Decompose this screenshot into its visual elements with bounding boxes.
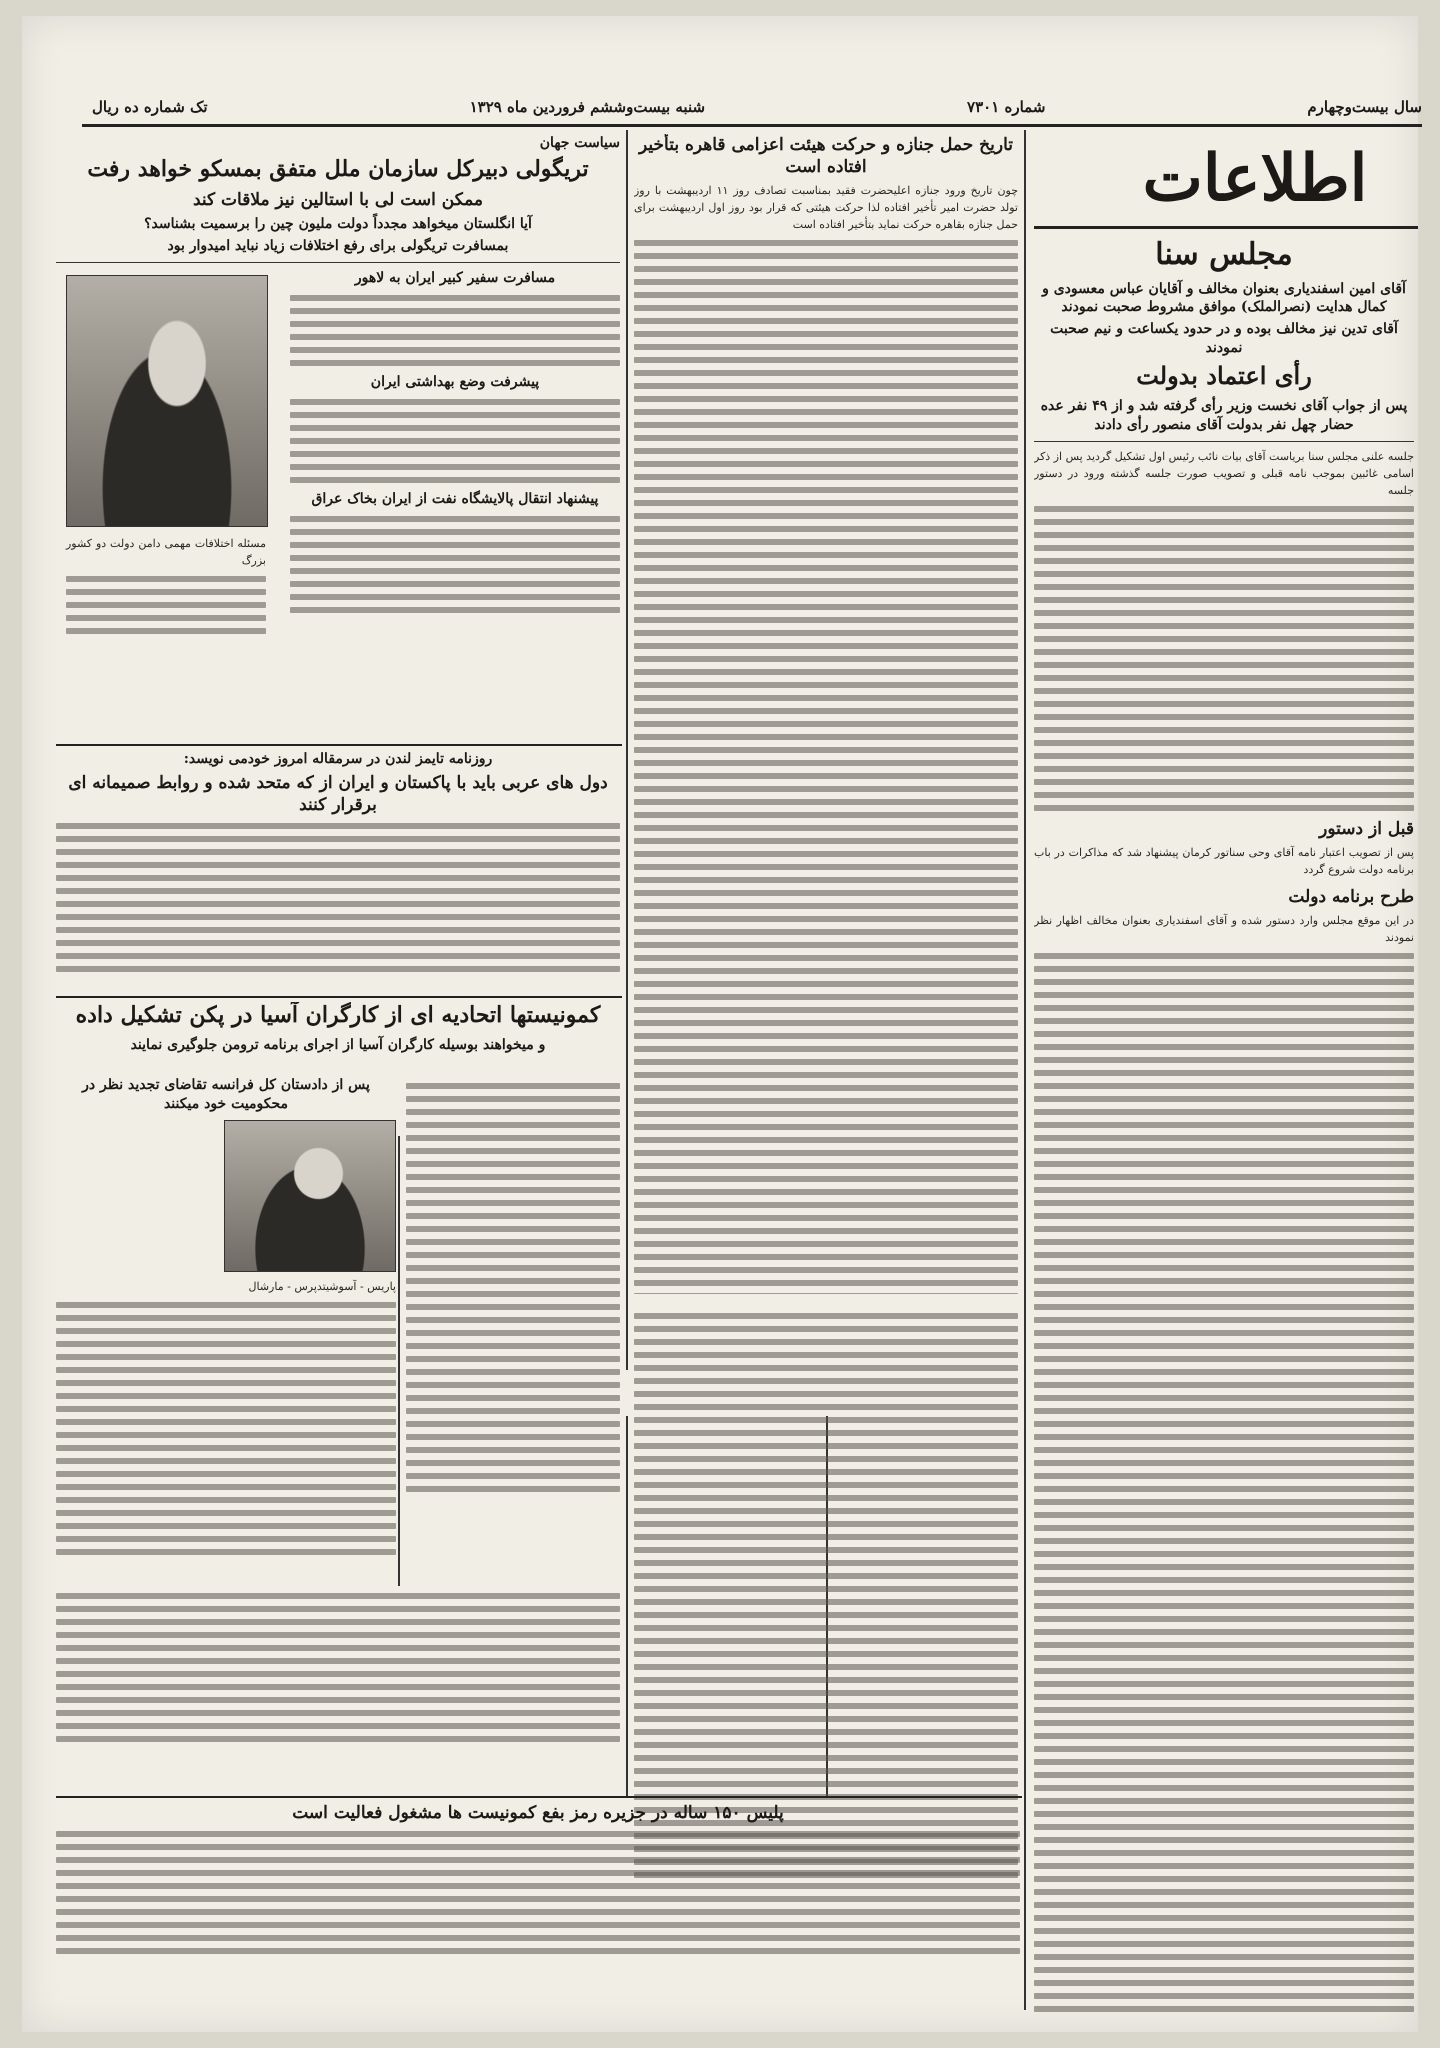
iraq-text-lines (290, 516, 620, 613)
senate-section-heading: طرح برنامه دولت (1288, 887, 1414, 908)
portrait-photo (66, 275, 268, 527)
iraq-headline: پیشنهاد انتقال پالایشگاه نفت از ایران بخاک عراق (311, 491, 599, 508)
senate-subhead-3: پس از جواب آقای نخست وزیر رأی گرفته شد و از ۴۹ نفر عده حضار چهل نفر بدولت آقای منصور رأی دادند (1040, 398, 1408, 433)
logo-rule (1034, 226, 1418, 229)
embassy-text-lines (290, 295, 620, 366)
petain-headline: پس از دادستان کل فرانسه تقاضای تجدید نظر در محکومیت خود میکنند (82, 1077, 370, 1112)
newspaper-page (22, 16, 1422, 2032)
funeral-body: چون تاریخ ورود جنازه اعلیحضرت فقید بمناسبت تصادف روز ۱۱ اردیبهشت با روز تولد حضرت امیر تأخیر افتاده لذا حرکت هیئتی که قرار بود روز اول اردیبهشت برای حمل جنازه بقاهره حرکت نماید بتأخیر افتاده است (634, 184, 1018, 232)
caption-text-lines (66, 576, 266, 634)
newspaper-logo: اطلاعات (1142, 141, 1368, 216)
senate-section-body: پس از تصویب اعتبار نامه آقای وحی سناتور کرمان پیشنهاد شد که مذاکرات در باب برنامه دولت شروع گردد (1034, 846, 1414, 877)
times-headline: دول های عربی باید با پاکستان و ایران از که متحد شده و روابط صمیمانه ای برقرار کنند (68, 772, 608, 815)
senate-subhead-2: آقای تدین نیز مخالف بوده و در حدود یکساعت و نیم صحبت نمودند (1050, 321, 1398, 357)
petain-byline: پاریس - آسوشیتدپرس - مارشال (248, 1279, 396, 1293)
column-rule (1024, 130, 1026, 2010)
masthead-price: تک شماره ده ریال (92, 98, 208, 116)
communist-subhead: و میخواهند بوسیله کارگران آسیا از اجرای برنامه ترومن جلوگیری نمایند (130, 1036, 546, 1053)
communist-headline: کمونیستها اتحادیه ای از کارگران آسیا در پکن تشکیل داده (75, 1002, 601, 1028)
photo-caption: مسئله اختلافات مهمی دامن دولت دو کشور بزرگ (66, 537, 266, 568)
world-politics-section (56, 134, 620, 744)
masthead-issue: شماره ۷۳۰۱ (967, 98, 1046, 116)
island-text-lines (56, 1831, 1020, 1954)
senate-title: مجلس سنا (1155, 237, 1293, 272)
column-rule (626, 130, 628, 1370)
masthead-date: شنبه بیست‌وششم فروردین ماه ۱۳۲۹ (469, 98, 706, 116)
senate-text-lines (1034, 953, 1414, 2016)
lower-left-text (56, 1586, 620, 1786)
embassy-headline: مسافرت سفیر کبیر ایران به لاهور (354, 270, 556, 287)
communist-text-lines (406, 1083, 620, 1492)
health-headline: پیشرفت وضع بهداشتی ایران (370, 374, 540, 391)
masthead-rule (82, 124, 1422, 127)
column-rule (626, 1416, 628, 1796)
senate-headline: رأی اعتماد بدولت (1136, 361, 1312, 391)
section-label: سیاست جهان (539, 135, 620, 151)
senate-text-lines (1034, 506, 1414, 811)
health-text-lines (290, 399, 620, 483)
senate-section-heading: قبل از دستور (1319, 818, 1414, 839)
column-rule (398, 1136, 400, 1586)
world-subhead-1: ممکن است لی با استالین نیز ملاقات کند (192, 190, 484, 211)
world-subhead-3: بمسافرت تریگولی برای رفع اختلافات زیاد نباید امیدوار بود (167, 238, 509, 255)
petain-photo (224, 1120, 396, 1272)
lower-text-lines (634, 1313, 1018, 1878)
world-subhead-2: آیا انگلستان میخواهد مجدداً دولت ملیون چین را برسمیت بشناسد؟ (144, 216, 532, 233)
communist-section (56, 1002, 620, 1066)
petain-text-lines (56, 1302, 396, 1555)
lower-text-lines (56, 1593, 620, 1742)
funeral-column (634, 134, 1018, 1294)
world-headline: تریگولی دبیرکل سازمان ملل متفق بمسکو خواهد رفت (87, 155, 589, 182)
masthead-year: سال بیست‌وچهارم (1307, 98, 1422, 116)
times-section (56, 750, 620, 990)
funeral-text-lines (634, 240, 1018, 1294)
times-intro: روزنامه تایمز لندن در سرمقاله امروز خودمی نویسد: (183, 751, 493, 767)
communist-body (406, 1076, 620, 1576)
senate-body: جلسه علنی مجلس سنا بریاست آقای بیات نائب رئیس اول تشکیل گردید پس از ذکر اسامی غائبین بموجب نامه قبلی و تصویب صورت جلسه گذشته ورود در دستور جلسه (1034, 449, 1414, 497)
funeral-headline: تاریخ حمل جنازه و حرکت هیئت اعزامی قاهره بتأخیر افتاده است (639, 135, 1013, 178)
island-headline: پلیس ۱۵۰ ساله در جزیره رمز بفع کمونیست ها مشغول فعالیت است (292, 1803, 784, 1823)
senate-section-body: در این موقع مجلس وارد دستور شده و آقای اسفندیاری بعنوان مخالف اظهار نظر نمودند (1034, 914, 1414, 945)
times-text-lines (56, 823, 620, 972)
masthead-bar (92, 94, 1422, 120)
senate-subhead-1: آقای امین اسفندیاری بعنوان مخالف و آقایان عباس معسودی و کمال هدایت (نصرالملک) موافق مشروط صحبت نمودند (1042, 280, 1406, 316)
petain-section (56, 1076, 396, 1576)
senate-column (1034, 236, 1414, 2016)
island-section (56, 1802, 1020, 2002)
